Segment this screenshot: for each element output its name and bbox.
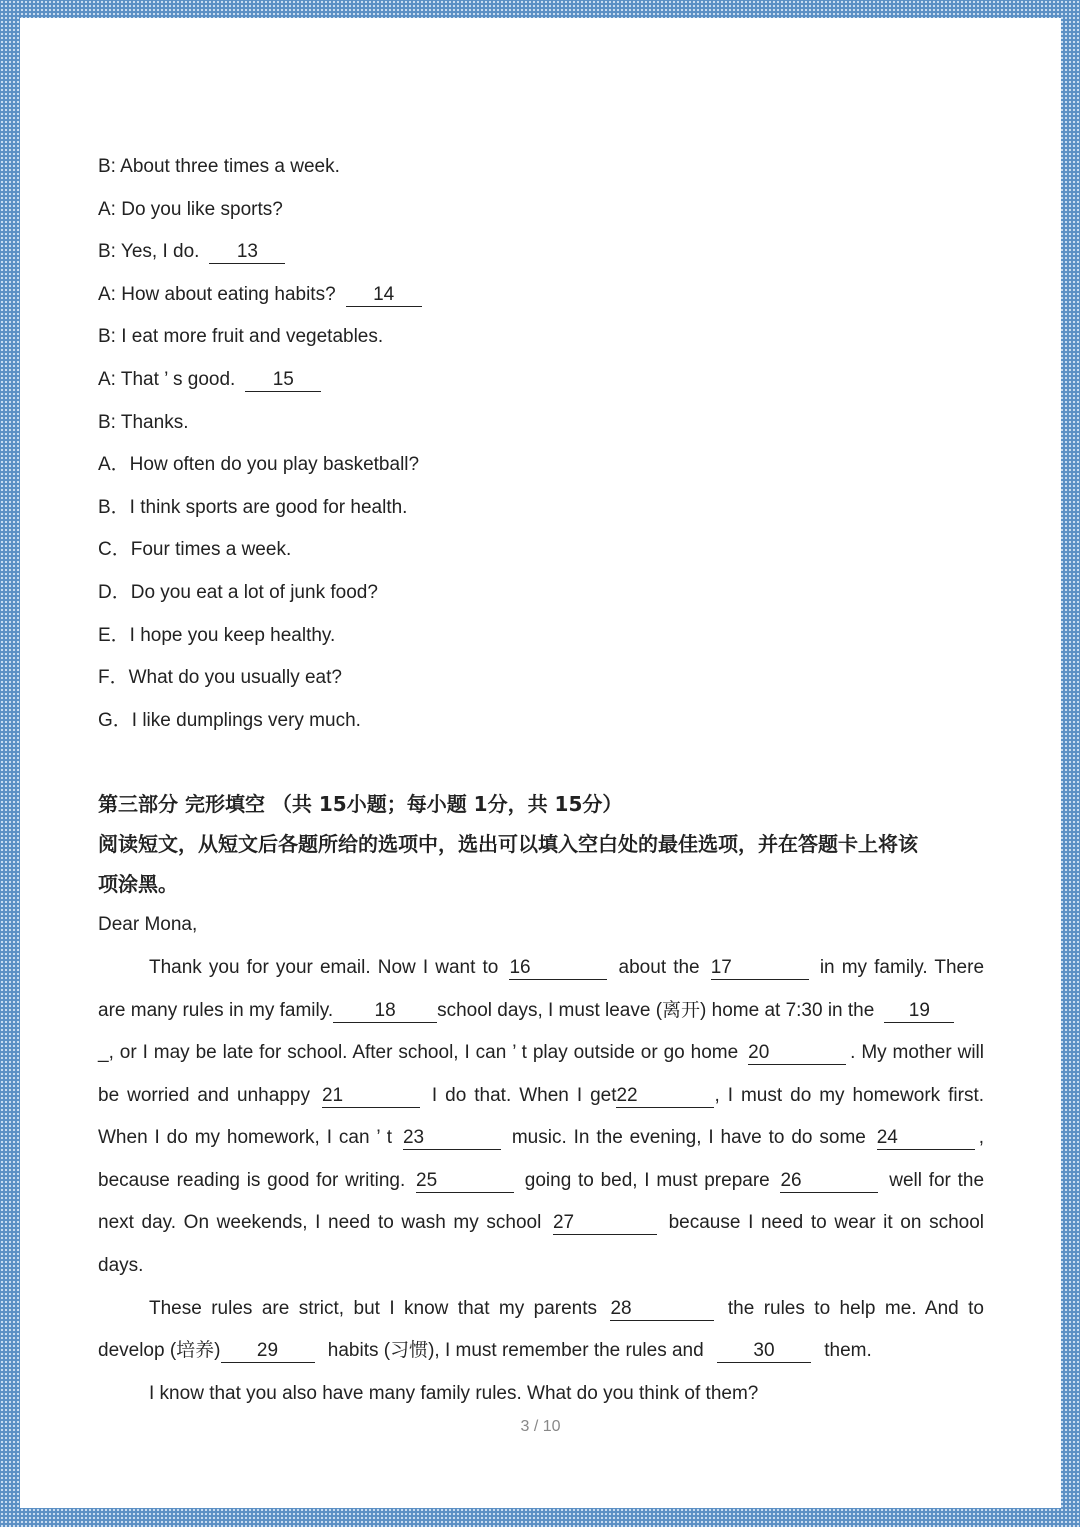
- passage-line: days.: [98, 1255, 144, 1277]
- dialogue-line: B: Thanks.: [98, 411, 189, 433]
- dialogue: [98, 146, 984, 444]
- option-d: D．Do you eat a lot of junk food?: [98, 581, 378, 603]
- passage-line: next day. On weekends, I need to wash my school 27 because I need to wear it on school: [98, 1212, 985, 1234]
- passage-line: be worried and unhappy 21 I do that. When I get22 , I must do my homework first.: [98, 1084, 985, 1106]
- passage-line: because reading is good for writing. 25 going to bed, I must prepare 26 well for the: [98, 1169, 985, 1191]
- blank-24: 24: [877, 1127, 975, 1150]
- passage-line: These rules are strict, but I know that my parents 28 the rules to help me. And to: [149, 1297, 984, 1319]
- blank-29: 29: [221, 1340, 315, 1363]
- answer-options: [98, 444, 984, 742]
- passage-line: I know that you also have many family rules. What do you think of them?: [149, 1382, 759, 1404]
- document-page: [20, 18, 1061, 1508]
- option-a: A．How often do you play basketball?: [98, 454, 420, 476]
- blank-20: 20: [748, 1042, 846, 1065]
- blank-28: 28: [610, 1298, 714, 1321]
- option-b: B．I think sports are good for health.: [98, 496, 408, 518]
- blank-23: 23: [403, 1127, 501, 1150]
- cloze-passage: [98, 904, 984, 1415]
- blank-21: 21: [322, 1085, 420, 1108]
- passage-line: When I do my homework, I can ’ t 23 music. In the evening, I have to do some 24 ,: [98, 1127, 985, 1149]
- dialogue-line: B: Yes, I do. 13: [98, 231, 984, 274]
- blank-27: 27: [553, 1212, 657, 1235]
- blank-30: 30: [717, 1340, 811, 1363]
- blank-26: 26: [780, 1170, 878, 1193]
- blank-19: 19: [884, 1000, 954, 1023]
- blank-13: 13: [209, 241, 285, 264]
- blank-16: 16: [509, 957, 607, 980]
- blank-14: 14: [346, 284, 422, 307]
- section-heading: [98, 784, 984, 904]
- section-instruction: 阅读短文，从短文后各题所给的选项中，选出可以填入空白处的最佳选项，并在答题卡上将该 项涂黑。: [98, 832, 918, 897]
- dialogue-line: A: Do you like sports?: [98, 198, 283, 220]
- option-e: E．I hope you keep healthy.: [98, 624, 336, 646]
- option-f: F．What do you usually eat?: [98, 667, 342, 689]
- passage-line: _, or I may be late for school. After school, I can ’ t play outside or go home 20 . My mother will: [98, 1042, 984, 1064]
- passage-line: are many rules in my family. 18 school days, I must leave (离开) home at 7:30 in the 19: [98, 990, 984, 1033]
- page-number: 3 / 10: [520, 1418, 561, 1435]
- dialogue-line: B: About three times a week.: [98, 156, 340, 177]
- passage-line: develop (培养) 29 habits (习惯), I must remember the rules and 30 them.: [98, 1340, 872, 1362]
- option-c: C．Four times a week.: [98, 539, 292, 561]
- blank-15: 15: [245, 369, 321, 392]
- dialogue-line: B: I eat more fruit and vegetables.: [98, 326, 384, 348]
- dialogue-line: A: That ’ s good. 15: [98, 359, 984, 402]
- page-content: [98, 146, 984, 1415]
- dialogue-line: A: How about eating habits? 14: [98, 274, 984, 317]
- passage-line: Thank you for your email. Now I want to 16 about the 17 in my family. There: [149, 956, 985, 978]
- blank-25: 25: [416, 1170, 514, 1193]
- blank-22: 22: [616, 1085, 714, 1108]
- section-title: 第三部分 完形填空 （共 15小题；每小题 1分，共 15分）: [98, 792, 623, 817]
- blank-18: 18: [333, 1000, 437, 1023]
- greeting: Dear Mona,: [98, 914, 198, 936]
- option-g: G．I like dumplings very much.: [98, 709, 361, 731]
- blank-17: 17: [711, 957, 809, 980]
